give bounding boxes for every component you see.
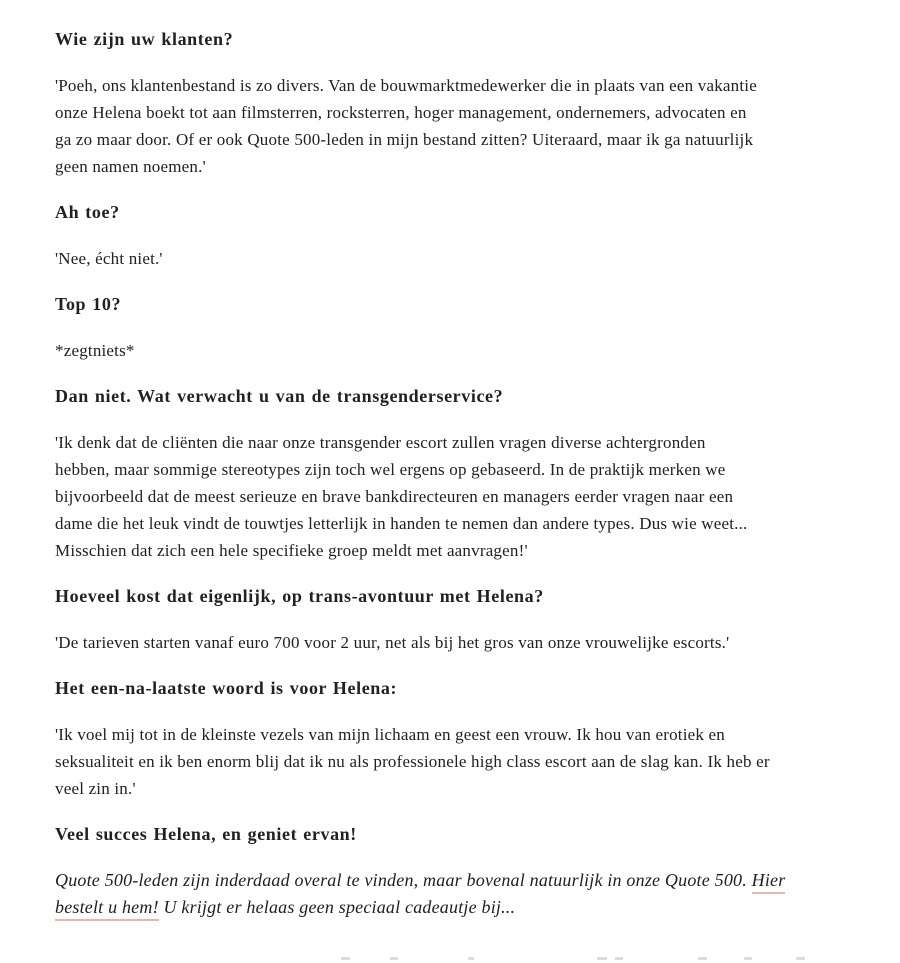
question-heading-transgenderservice: Dan niet. Wat verwacht u van de transgenderservice? [55, 386, 504, 406]
outro-line-2 [55, 894, 845, 921]
paragraph-line: hebben, maar sommige stereotypes zijn toch wel ergens op gebaseerd. In de praktijk merken we [55, 460, 726, 479]
outro-line-1 [55, 867, 845, 894]
paragraph-line: Misschien dat zich een hele specifieke groep meldt met aanvragen!' [55, 541, 528, 560]
paragraph-line: *zegtniets* [55, 341, 135, 360]
paragraph-line: 'De tarieven starten vanaf euro 700 voor 2 uur, net als bij het gros van onze vrouwelijke escorts.' [55, 633, 730, 652]
question-heading-klanten: Wie zijn uw klanten? [55, 29, 234, 49]
answer-paragraph-transgenderservice [55, 429, 845, 564]
answer-paragraph-tarieven [55, 629, 845, 656]
outro-link-bestelt-u-hem[interactable]: bestelt u hem! [55, 897, 159, 921]
paragraph-line: veel zin in.' [55, 779, 136, 798]
question-heading-laatste-woord: Het een-na-laatste woord is voor Helena: [55, 678, 398, 698]
paragraph-line: 'Ik denk dat de cliënten die naar onze transgender escort zullen vragen diverse achtergronden [55, 433, 706, 452]
question-heading-top10: Top 10? [55, 294, 122, 314]
answer-paragraph-zegtniets [55, 337, 845, 364]
paragraph-line: 'Ik voel mij tot in de kleinste vezels van mijn lichaam en geest een vrouw. Ik hou van erotiek en [55, 725, 725, 744]
answer-paragraph-laatste-woord [55, 721, 845, 802]
outro-text-2: U krijgt er helaas geen speciaal cadeautje bij... [158, 897, 516, 917]
question-heading-kosten: Hoeveel kost dat eigenlijk, op trans-avontuur met Helena? [55, 586, 544, 606]
outro-text-1: Quote 500-leden zijn inderdaad overal te vinden, maar bovenal natuurlijk in onze Quote 500. [55, 870, 752, 890]
paragraph-line: onze Helena boekt tot aan filmsterren, rocksterren, hoger management, ondernemers, advocaten en [55, 103, 747, 122]
outro-paragraph [55, 867, 845, 921]
answer-paragraph-klanten [55, 72, 845, 180]
question-heading-ah-toe: Ah toe? [55, 202, 120, 222]
paragraph-line: ga zo maar door. Of er ook Quote 500-leden in mijn bestand zitten? Uiteraard, maar ik ga natuurlijk [55, 130, 754, 149]
answer-paragraph-nee [55, 245, 845, 272]
article-body [55, 26, 845, 921]
paragraph-line: 'Poeh, ons klantenbestand is zo divers. Van de bouwmarktmedewerker die in plaats van een vakantie [55, 76, 757, 95]
paragraph-line: bijvoorbeeld dat de meest serieuze en brave bankdirecteuren en managers eerder vragen naar een [55, 487, 734, 506]
paragraph-line: dame die het leuk vindt de touwtjes letterlijk in handen te nemen dan andere types. Dus wie weet... [55, 514, 748, 533]
clipped-next-line-remnant [0, 955, 900, 963]
outro-link-hier[interactable]: Hier [752, 870, 786, 894]
paragraph-line: seksualiteit en ik ben enorm blij dat ik nu als professionele high class escort aan de slag kan. Ik heb er [55, 752, 770, 771]
paragraph-line: geen namen noemen.' [55, 157, 206, 176]
closing-heading-succes: Veel succes Helena, en geniet ervan! [55, 824, 357, 844]
paragraph-line: 'Nee, écht niet.' [55, 249, 163, 268]
